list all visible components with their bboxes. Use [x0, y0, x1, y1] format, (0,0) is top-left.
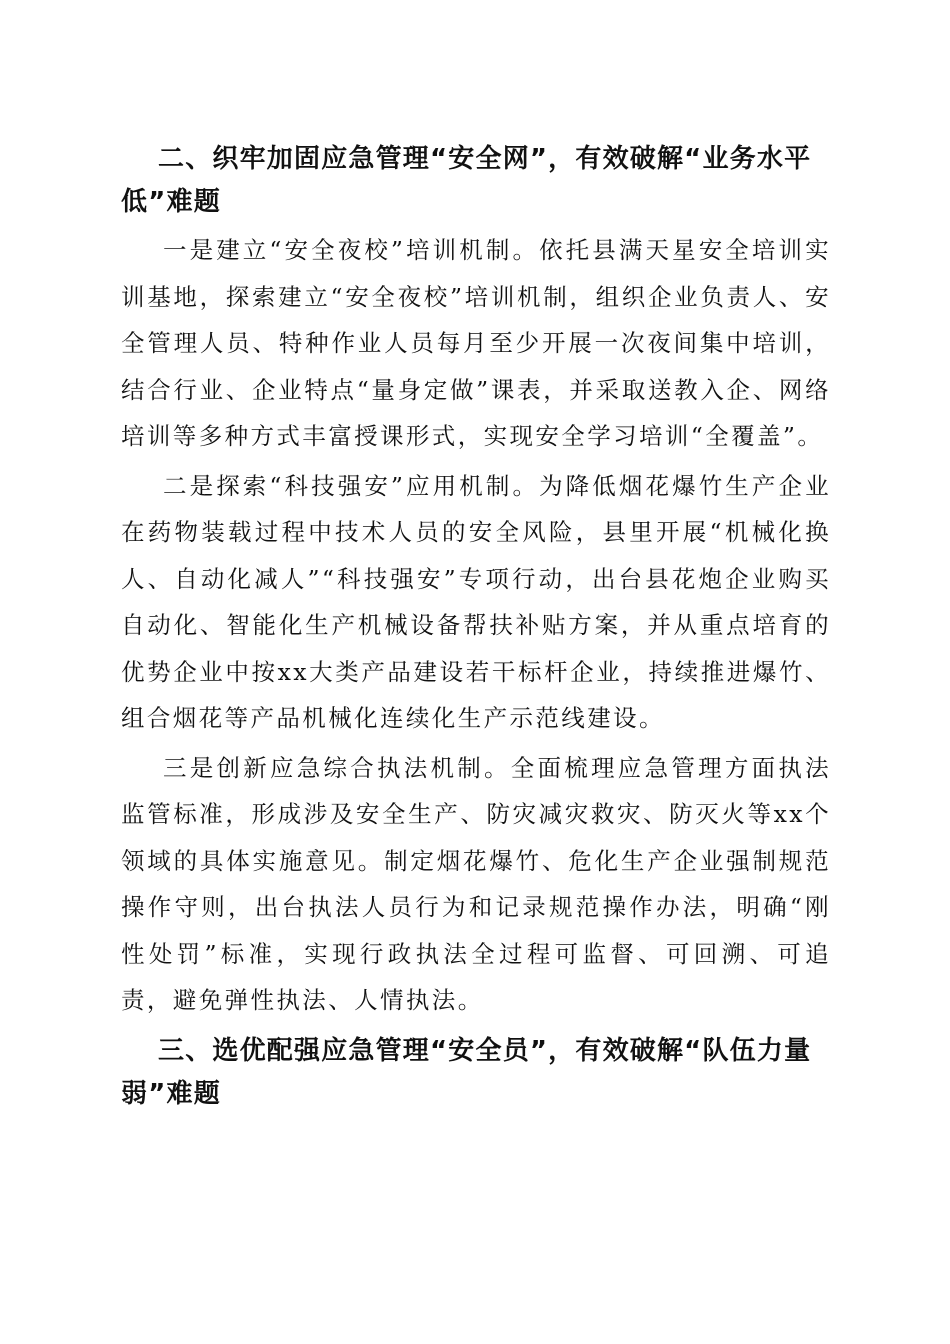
paragraph-law-enforcement — [121, 745, 831, 1024]
paragraph-night-school — [121, 227, 831, 460]
paragraph-tech-safety — [121, 463, 831, 742]
paragraph-body: 依托县满天星安全培训实训基地，探索建立“安全夜校”培训机制，组织企业负责人、安全管理人员、特种作业人员每月至少开展一次夜间集中培训，结合行业、企业特点“量身定做”课表，并采取送教入企、网络培训等多种方式丰富授课形式，实现安全学习培训“全覆盖”。 — [121, 236, 832, 450]
paragraph-body: 全面梳理应急管理方面执法监管标准，形成涉及安全生产、防灾减灾救灾、防灭火等xx个领域的具体实施意见。制定烟花爆竹、危化生产企业强制规范操作守则，出台执法人员行为和记录规范操作办法，明确“刚性处罚”标准，实现行政执法全过程可监督、可回溯、可追责，避免弹性执法、人情执法。 — [121, 753, 831, 1014]
paragraph-lead: 三是创新应急综合执法机制。 — [163, 753, 511, 782]
paragraph-lead: 一是建立“安全夜校”培训机制。 — [163, 236, 540, 264]
section-heading-2: 二、织牢加固应急管理“安全网”，有效破解“业务水平低”难题 — [121, 144, 812, 217]
document-page — [121, 138, 831, 1116]
paragraph-lead: 二是探索“科技强安”应用机制。 — [163, 471, 540, 500]
paragraph-body: 为降低烟花爆竹生产企业在药物装载过程中技术人员的安全风险，县里开展“机械化换人、自动化减人”“科技强安”专项行动，出台县花炮企业购买自动化、智能化生产机械设备帮扶补贴方案，并从重点培育的优势企业中按xx大类产品建设若干标杆企业，持续推进爆竹、组合烟花等产品机械化连续化生产示范线建设。 — [121, 471, 832, 732]
section-heading-3: 三、选优配强应急管理“安全员”，有效破解“队伍力量弱”难题 — [121, 1035, 812, 1109]
